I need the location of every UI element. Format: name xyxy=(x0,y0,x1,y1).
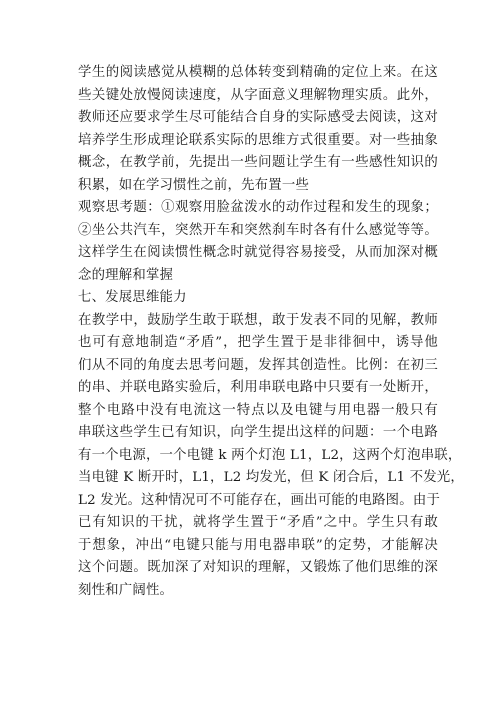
text-line: 已有知识的干扰，就将学生置于“矛盾”之中。学生只有敢 xyxy=(78,515,438,530)
text-line: 这样学生在阅读惯性概念时就觉得容易接受，从而加深对概 xyxy=(78,245,438,260)
text-line: 串联这些学生已有知识，向学生提出这样的问题：一个电路 xyxy=(78,425,438,440)
text-line: 些关键处放慢阅读速度，从字面意义理解物理实质。此外， xyxy=(78,87,438,103)
text-line: 这个问题。既加深了对知识的理解，又锻炼了他们思维的深 xyxy=(78,560,438,575)
text-line: 念的理解和掌握 xyxy=(78,267,174,283)
text-line: 学生的阅读感觉从模糊的总体转变到精确的定位上来。在这 xyxy=(78,65,438,80)
text-line: ②坐公共汽车，突然开车和突然刹车时各有什么感觉等等。 xyxy=(78,222,438,238)
text-line: 整个电路中没有电流这一特点以及电键与用电器一般只有 xyxy=(78,402,438,418)
text-line: 教师还应要求学生尽可能结合自身的实际感受去阅读，这对 xyxy=(78,110,438,125)
section-heading: 七、发展思维能力 xyxy=(78,290,187,305)
text-line: 培养学生形成理论联系实际的思维方式很重要。对一些抽象 xyxy=(78,132,438,148)
text-line: 在教学中，鼓励学生敢于联想，敢于发表不同的见解，教师 xyxy=(78,312,438,328)
text-line: 有一个电源，一个电键 k 两个灯泡 L1，L2，这两个灯泡串联， xyxy=(78,447,462,463)
document-body xyxy=(78,62,464,602)
text-line: 当电键 K 断开时，L1，L2 均发光，但 K 闭合后，L1 不发光， xyxy=(78,470,464,485)
text-line: 们从不同的角度去思考问题，发挥其创造性。比例：在初三 xyxy=(78,357,438,373)
text-line: 的串、并联电路实验后，利用串联电路中只要有一处断开， xyxy=(78,380,438,395)
text-line: 刻性和广阔性。 xyxy=(78,582,174,598)
text-line: 于想象，冲出“电键只能与用电器串联”的定势，才能解决 xyxy=(78,537,438,553)
text-line: L2 发光。这种情况可不可能存在，画出可能的电路图。由于 xyxy=(78,492,441,508)
text-line: 积累，如在学习惯性之前，先布置一些 xyxy=(78,177,310,193)
text-line: 也可有意地制造“矛盾”，把学生置于是非徘徊中，诱导他 xyxy=(78,335,438,350)
text-line: 概念，在教学前，先提出一些问题让学生有一些感性知识的 xyxy=(78,155,438,170)
text-line: 观察思考题：①观察用脸盆泼水的动作过程和发生的现象； xyxy=(78,200,438,215)
